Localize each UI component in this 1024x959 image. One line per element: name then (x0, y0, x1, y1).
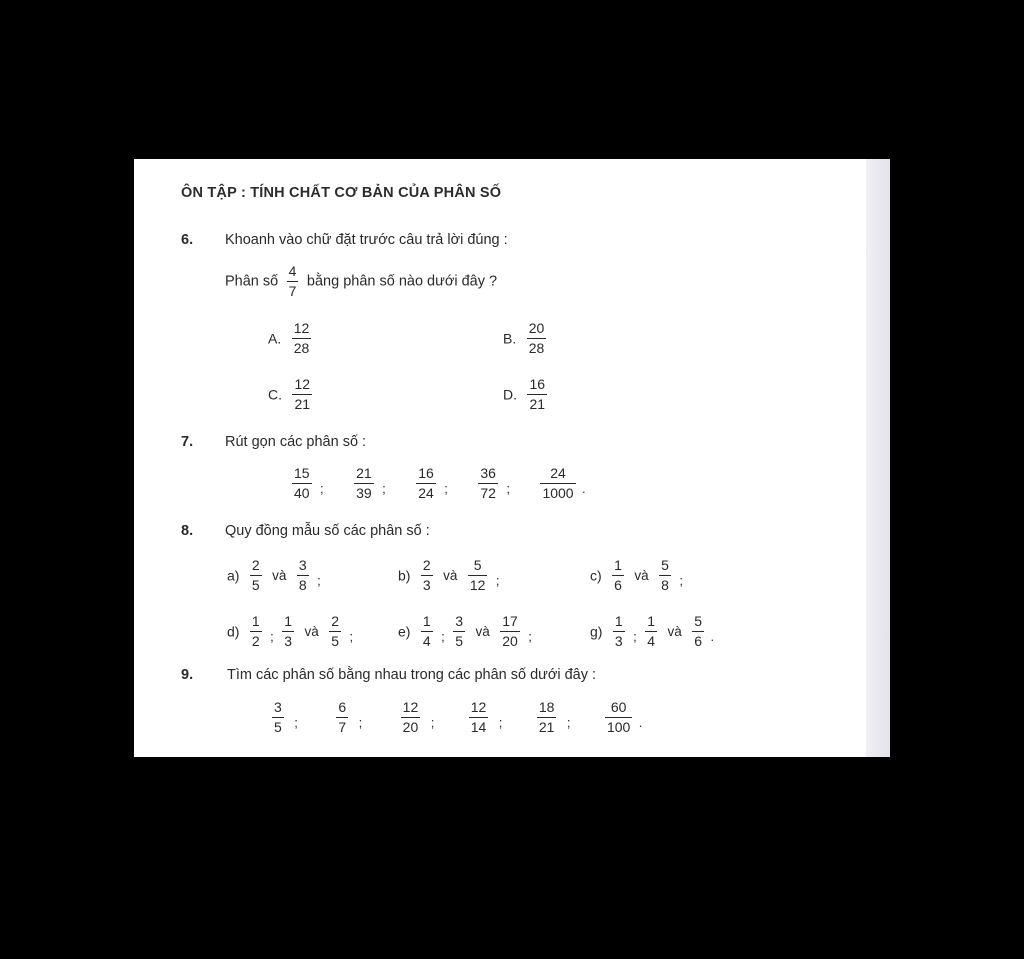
denominator: 2 (251, 633, 260, 649)
connector-text: và (443, 568, 458, 583)
option-label: C. (268, 386, 282, 403)
denominator: 5 (331, 633, 339, 649)
denominator: 21 (538, 719, 555, 735)
numerator: 2 (331, 613, 339, 629)
fraction (297, 557, 309, 594)
separator: ; (270, 629, 274, 644)
question-8-text: Quy đồng mẫu số các phân số : (225, 523, 430, 539)
denominator: 39 (356, 485, 372, 501)
denominator: 3 (422, 577, 431, 593)
numerator: 12 (402, 699, 419, 715)
separator: ; (498, 715, 503, 730)
option-d[interactable] (503, 376, 547, 413)
fraction (354, 465, 374, 502)
fraction (421, 557, 433, 594)
denominator: 6 (614, 577, 622, 593)
denominator: 24 (418, 485, 434, 501)
fraction (527, 376, 547, 413)
fraction (612, 557, 624, 594)
numerator: 3 (455, 613, 464, 629)
numerator: 1 (251, 613, 260, 629)
numerator: 1 (614, 613, 623, 629)
item-label: e) (398, 623, 411, 640)
fraction (540, 465, 575, 502)
separator: ; (633, 629, 637, 644)
denominator: 12 (469, 577, 486, 593)
question-6-number: 6. (181, 232, 194, 248)
option-label: A. (268, 330, 282, 347)
question-7-text: Rút gọn các phân số : (225, 434, 367, 450)
page-edge-shadow (866, 159, 890, 757)
denominator: 5 (251, 577, 260, 593)
numerator: 21 (356, 465, 372, 481)
numerator: 1 (614, 557, 622, 573)
separator: ; (349, 629, 354, 644)
question-6-text: Khoanh vào chữ đặt trước câu trả lời đúng : (225, 232, 508, 248)
fraction (272, 699, 284, 736)
worksheet-page (134, 159, 866, 757)
numerator: 2 (422, 557, 431, 573)
question-6-lead: Phân số (225, 273, 279, 290)
denominator: 40 (294, 485, 310, 501)
fraction (292, 376, 312, 413)
separator: ; (528, 629, 532, 644)
fraction (336, 699, 348, 736)
fraction (421, 613, 433, 650)
numerator: 60 (610, 699, 627, 715)
separator: ; (444, 481, 448, 496)
numerator: 3 (274, 699, 282, 715)
question-9-fractions (272, 699, 642, 736)
option-a[interactable] (268, 320, 311, 357)
denominator: 4 (422, 633, 431, 649)
denominator: 72 (480, 485, 496, 501)
item-a (227, 557, 321, 594)
denominator: 3 (614, 633, 623, 649)
denominator: 28 (293, 340, 310, 356)
denominator: 5 (274, 719, 282, 735)
item-c (590, 557, 683, 594)
numerator: 36 (480, 465, 496, 481)
numerator: 18 (538, 699, 555, 715)
connector-text: và (304, 624, 319, 639)
numerator: 12 (470, 699, 487, 715)
numerator: 6 (338, 699, 347, 715)
item-b (398, 557, 500, 594)
separator: ; (679, 573, 683, 588)
numerator: 1 (647, 613, 656, 629)
separator: ; (495, 573, 500, 588)
denominator: 21 (294, 396, 311, 412)
item-label: g) (590, 623, 603, 640)
separator: ; (506, 481, 510, 496)
separator: ; (320, 481, 324, 496)
connector-text: và (634, 568, 649, 583)
numerator: 15 (294, 465, 310, 481)
period: . (710, 629, 715, 644)
denominator: 20 (502, 633, 518, 649)
denominator: 20 (402, 719, 419, 735)
denominator: 8 (298, 577, 307, 593)
denominator: 100 (606, 719, 631, 735)
question-8-number: 8. (181, 523, 194, 539)
period: . (582, 481, 586, 496)
denominator: 4 (647, 633, 656, 649)
fraction (527, 320, 547, 357)
numerator: 24 (550, 465, 566, 481)
numerator: 4 (288, 263, 297, 279)
numerator: 5 (694, 613, 702, 629)
separator: ; (358, 715, 363, 730)
denominator: 7 (288, 283, 297, 299)
question-9-text: Tìm các phân số bằng nhau trong các phân số dưới đây : (227, 667, 597, 683)
fraction (659, 557, 671, 594)
numerator: 17 (502, 613, 518, 629)
fraction (613, 613, 625, 650)
page-title: ÔN TẬP : TÍNH CHẤT CƠ BẢN CỦA PHÂN SỐ (181, 185, 502, 201)
item-d (227, 613, 353, 650)
item-label: a) (227, 567, 240, 584)
denominator: 28 (528, 340, 545, 356)
denominator: 7 (338, 719, 347, 735)
connector-text: và (272, 568, 287, 583)
question-7-number: 7. (181, 434, 194, 450)
fraction (292, 320, 312, 357)
option-label: B. (503, 330, 517, 347)
numerator: 5 (661, 557, 669, 573)
fraction (500, 613, 520, 650)
fraction (645, 613, 657, 650)
separator: ; (294, 715, 298, 730)
denominator: 3 (284, 633, 293, 649)
fraction (453, 613, 465, 650)
separator: ; (566, 715, 571, 730)
option-b[interactable] (503, 320, 546, 357)
item-label: c) (590, 567, 602, 584)
fraction (250, 613, 262, 650)
numerator: 16 (418, 465, 434, 481)
numerator: 20 (528, 320, 545, 336)
numerator: 1 (284, 613, 293, 629)
fraction (468, 557, 488, 594)
fraction (416, 465, 436, 502)
fraction (329, 613, 341, 650)
connector-text: và (475, 624, 490, 639)
denominator: 5 (455, 633, 464, 649)
numerator: 12 (293, 320, 310, 336)
fraction (605, 699, 632, 736)
item-g (590, 613, 714, 650)
fraction (250, 557, 262, 594)
numerator: 16 (529, 376, 546, 392)
question-9-number: 9. (181, 667, 194, 683)
numerator: 5 (473, 557, 482, 573)
numerator: 2 (251, 557, 260, 573)
separator: ; (382, 481, 386, 496)
fraction (287, 263, 299, 300)
period: . (638, 715, 643, 730)
separator: ; (430, 715, 435, 730)
denominator: 6 (694, 633, 702, 649)
fraction (469, 699, 489, 736)
numerator: 3 (298, 557, 307, 573)
fraction (292, 465, 312, 502)
item-label: d) (227, 623, 240, 640)
fraction (401, 699, 421, 736)
denominator: 8 (661, 577, 669, 593)
separator: ; (317, 573, 321, 588)
fraction (282, 613, 294, 650)
denominator: 14 (470, 719, 487, 735)
item-label: b) (398, 567, 411, 584)
fraction (692, 613, 704, 650)
question-7-fractions (292, 465, 586, 502)
option-c[interactable] (268, 376, 312, 413)
numerator: 12 (294, 376, 311, 392)
item-e (398, 613, 532, 650)
option-label: D. (503, 386, 517, 403)
separator: ; (441, 629, 445, 644)
denominator: 1000 (542, 485, 574, 501)
fraction (537, 699, 557, 736)
question-6-prompt (225, 263, 497, 300)
question-6-tail: bằng phân số nào dưới đây ? (306, 273, 498, 290)
connector-text: và (667, 624, 682, 639)
denominator: 21 (529, 396, 546, 412)
fraction (478, 465, 498, 502)
numerator: 1 (422, 613, 431, 629)
